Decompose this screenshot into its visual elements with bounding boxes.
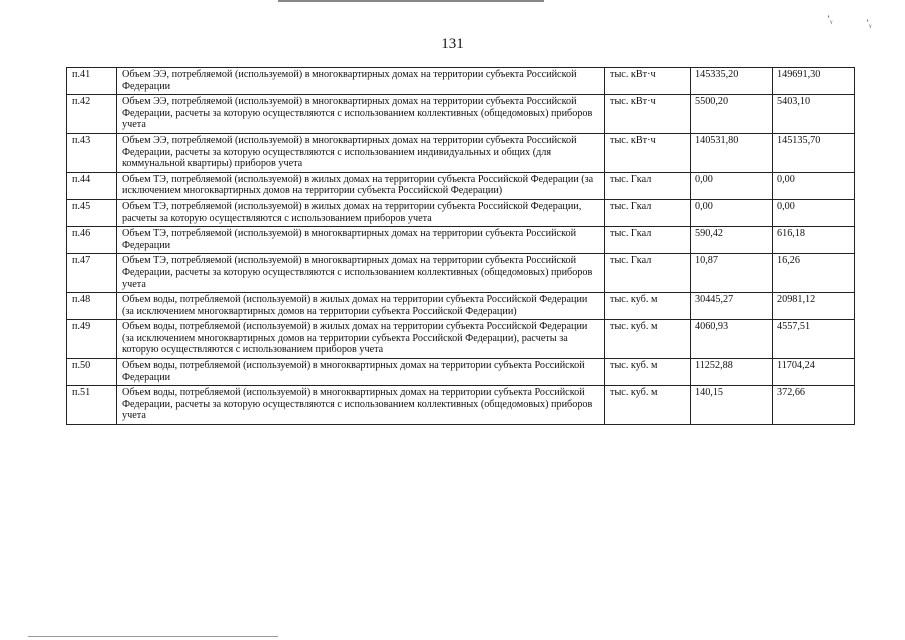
cell-id: п.46	[67, 227, 117, 254]
cell-value-1: 0,00	[691, 172, 773, 199]
cell-value-1: 140,15	[691, 386, 773, 425]
cell-value-1: 30445,27	[691, 293, 773, 320]
table-body	[67, 68, 855, 425]
table-row	[67, 227, 855, 254]
top-rule	[278, 0, 544, 2]
cell-description: Объем воды, потребляемой (используемой) в многоквартирных домах на территории субъекта Российской Федерации	[117, 359, 605, 386]
cell-value-1: 0,00	[691, 199, 773, 226]
cell-unit: тыс. кВт·ч	[605, 95, 691, 134]
cell-value-2: 616,18	[773, 227, 855, 254]
cell-description: Объем ЭЭ, потребляемой (используемой) в многоквартирных домах на территории субъекта Российской Федерации	[117, 68, 605, 95]
cell-unit: тыс. кВт·ч	[605, 133, 691, 172]
scan-mark: ʼᵧ	[866, 18, 872, 28]
cell-unit: тыс. Гкал	[605, 199, 691, 226]
cell-id: п.50	[67, 359, 117, 386]
cell-description: Объем ТЭ, потребляемой (используемой) в жилых домах на территории субъекта Российской Федерации, расчеты за которую осуществляются с использованием приборов учета	[117, 199, 605, 226]
cell-description: Объем ТЭ, потребляемой (используемой) в многоквартирных домах на территории субъекта Российской Федерации	[117, 227, 605, 254]
page-number: 131	[441, 36, 464, 52]
scan-mark: ʼᵧ	[827, 14, 833, 24]
table-row	[67, 320, 855, 359]
cell-value-2: 4557,51	[773, 320, 855, 359]
cell-id: п.48	[67, 293, 117, 320]
cell-value-2: 145135,70	[773, 133, 855, 172]
cell-unit: тыс. куб. м	[605, 293, 691, 320]
cell-id: п.42	[67, 95, 117, 134]
cell-id: п.43	[67, 133, 117, 172]
bottom-rule	[28, 636, 278, 637]
cell-value-2: 149691,30	[773, 68, 855, 95]
cell-id: п.49	[67, 320, 117, 359]
cell-unit: тыс. кВт·ч	[605, 68, 691, 95]
table-row	[67, 386, 855, 425]
cell-description: Объем ТЭ, потребляемой (используемой) в жилых домах на территории субъекта Российской Федерации (за исключением многоквартирных домов на территории субъекта Российской Федерации)	[117, 172, 605, 199]
cell-description: Объем воды, потребляемой (используемой) в жилых домах на территории субъекта Российской Федерации (за исключением многоквартирных домов на территории субъекта Российской Федерации), расчеты за которую осуществляются с использованием приборов учета	[117, 320, 605, 359]
table-row	[67, 199, 855, 226]
cell-description: Объем ТЭ, потребляемой (используемой) в многоквартирных домах на территории субъекта Российской Федерации, расчеты за которую осуществляются с использованием коллективных (общедомовых) приборов учета	[117, 254, 605, 293]
table-row	[67, 95, 855, 134]
cell-unit: тыс. Гкал	[605, 227, 691, 254]
cell-value-2: 5403,10	[773, 95, 855, 134]
table-row	[67, 133, 855, 172]
cell-value-1: 140531,80	[691, 133, 773, 172]
cell-unit: тыс. куб. м	[605, 359, 691, 386]
cell-value-1: 11252,88	[691, 359, 773, 386]
cell-id: п.44	[67, 172, 117, 199]
cell-value-1: 145335,20	[691, 68, 773, 95]
cell-value-2: 372,66	[773, 386, 855, 425]
cell-value-2: 20981,12	[773, 293, 855, 320]
cell-unit: тыс. Гкал	[605, 254, 691, 293]
cell-value-1: 10,87	[691, 254, 773, 293]
cell-value-2: 16,26	[773, 254, 855, 293]
table-row	[67, 68, 855, 95]
cell-value-1: 5500,20	[691, 95, 773, 134]
cell-unit: тыс. Гкал	[605, 172, 691, 199]
cell-value-1: 4060,93	[691, 320, 773, 359]
cell-unit: тыс. куб. м	[605, 386, 691, 425]
cell-value-2: 0,00	[773, 172, 855, 199]
table-row	[67, 359, 855, 386]
cell-id: п.47	[67, 254, 117, 293]
cell-id: п.45	[67, 199, 117, 226]
table-row	[67, 254, 855, 293]
table-row	[67, 172, 855, 199]
cell-description: Объем ЭЭ, потребляемой (используемой) в многоквартирных домах на территории субъекта Российской Федерации, расчеты за которую осуществляются с использованием коллективных (общедомовых) приборов учета	[117, 95, 605, 134]
cell-value-2: 0,00	[773, 199, 855, 226]
cell-id: п.51	[67, 386, 117, 425]
cell-unit: тыс. куб. м	[605, 320, 691, 359]
table-row	[67, 293, 855, 320]
indicator-table	[66, 67, 855, 425]
cell-description: Объем воды, потребляемой (используемой) в жилых домах на территории субъекта Российской Федерации (за исключением многоквартирных домов на территории субъекта Российской Федерации)	[117, 293, 605, 320]
cell-value-1: 590,42	[691, 227, 773, 254]
cell-description: Объем ЭЭ, потребляемой (используемой) в многоквартирных домах на территории субъекта Российской Федерации, расчеты за которую осуществляются с использованием индивидуальных и общих (для коммунальной квартиры) приборов учета	[117, 133, 605, 172]
indicator-table-wrap	[66, 67, 854, 425]
cell-description: Объем воды, потребляемой (используемой) в многоквартирных домах на территории субъекта Российской Федерации, расчеты за которую осуществляются с использованием коллективных (общедомовых) приборов учета	[117, 386, 605, 425]
cell-value-2: 11704,24	[773, 359, 855, 386]
cell-id: п.41	[67, 68, 117, 95]
